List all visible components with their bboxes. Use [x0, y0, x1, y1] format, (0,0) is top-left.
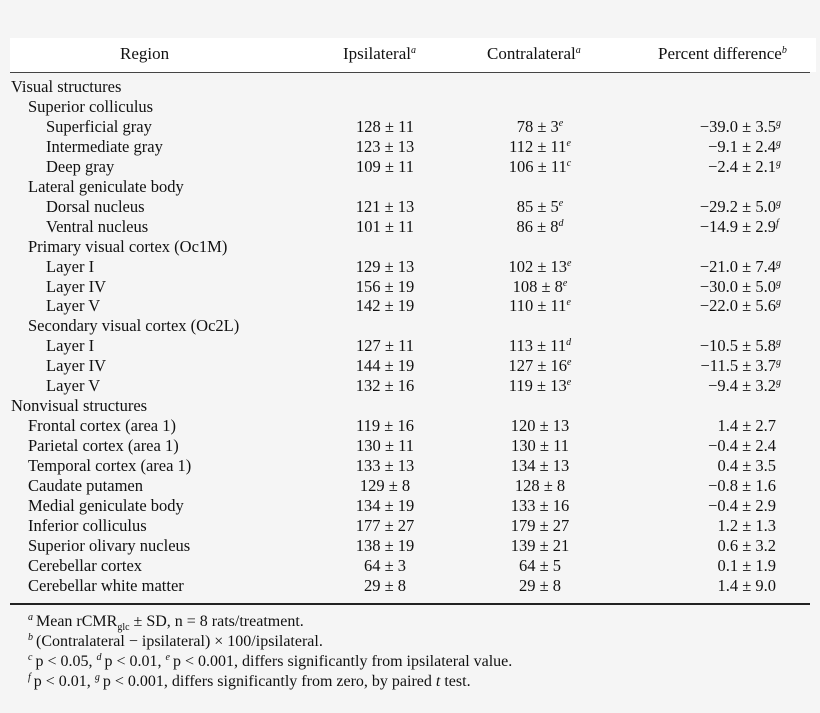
- percent-difference-cell: −0.4 ± 2.4: [708, 436, 776, 456]
- footnotes: [28, 612, 512, 692]
- ipsilateral-cell: 138 ± 19: [355, 535, 415, 555]
- percent-difference-cell: −39.0 ± 3.5$^g$: [699, 116, 781, 136]
- region-cell: Layer V: [46, 296, 101, 316]
- percent-difference-cell: 0.1 ± 1.9: [717, 555, 776, 575]
- percent-difference-cell: 1.4 ± 2.7: [717, 416, 776, 436]
- region-cell: Nonvisual structures: [11, 396, 148, 416]
- region-cell: Secondary visual cortex (Oc2L): [28, 316, 240, 336]
- contralateral-cell: 134 ± 13: [510, 456, 570, 476]
- contralateral-cell: 64 ± 5: [518, 555, 562, 575]
- header-region: Region: [120, 44, 170, 63]
- table-row: [0, 456, 820, 476]
- contralateral-cell: $119 \pm 13^e$: [508, 376, 572, 396]
- table-row: [0, 556, 820, 576]
- region-cell: Frontal cortex (area 1): [28, 416, 176, 436]
- percent-difference-cell: 0.6 ± 3.2: [717, 535, 776, 555]
- contralateral-cell: $110 \pm 11^e$: [509, 296, 571, 316]
- header-ipsilateral: Ipsilateral$^a$: [343, 44, 416, 63]
- table-row: [0, 257, 820, 277]
- contralateral-cell: $113 \pm 11^d$: [508, 336, 572, 356]
- table-row: [0, 496, 820, 516]
- contralateral-cell: $127 \pm 16^e$: [508, 356, 572, 376]
- region-cell: Parietal cortex (area 1): [28, 436, 179, 456]
- region-cell: Cerebellar white matter: [28, 575, 184, 595]
- ipsilateral-cell: 101 ± 11: [356, 216, 414, 236]
- table-row: [0, 356, 820, 376]
- ipsilateral-cell: 133 ± 13: [355, 456, 415, 476]
- header-percent-difference: Percent difference$^b$: [658, 44, 787, 63]
- contralateral-cell: 133 ± 16: [510, 496, 570, 516]
- contralateral-cell: 120 ± 13: [510, 416, 570, 436]
- percent-difference-cell: −21.0 ± 7.4$^g$: [699, 256, 781, 276]
- table-row: [0, 217, 820, 237]
- region-cell: Superficial gray: [46, 116, 152, 136]
- ipsilateral-cell: 123 ± 13: [355, 136, 415, 156]
- percent-difference-cell: 1.2 ± 1.3: [717, 515, 776, 535]
- region-cell: Layer I: [46, 336, 95, 356]
- region-cell: Superior colliculus: [28, 96, 154, 116]
- percent-difference-cell: −29.2 ± 5.0$^g$: [699, 196, 781, 216]
- ipsilateral-cell: 129 ± 8: [359, 476, 411, 496]
- ipsilateral-cell: 144 ± 19: [355, 356, 415, 376]
- percent-difference-cell: −14.9 ± 2.9$^f$: [699, 216, 779, 236]
- percent-difference-cell: [776, 316, 783, 336]
- region-cell: Layer I: [46, 256, 95, 276]
- table-row: [0, 376, 820, 396]
- table-row: [0, 536, 820, 556]
- table-row: [0, 97, 820, 117]
- contralateral-cell: $78 \pm 3^e$: [516, 116, 564, 136]
- region-cell: Temporal cortex (area 1): [28, 456, 192, 476]
- region-cell: Layer IV: [46, 356, 107, 376]
- percent-difference-cell: −10.5 ± 5.8$^g$: [699, 336, 781, 356]
- table-row: [0, 316, 820, 336]
- table-row: [0, 416, 820, 436]
- table-row: [0, 77, 820, 97]
- table-row: [0, 197, 820, 217]
- contralateral-cell: $102 \pm 13^e$: [508, 256, 572, 276]
- table-row: [0, 396, 820, 416]
- table-row: [0, 177, 820, 197]
- region-cell: Primary visual cortex (Oc1M): [28, 236, 228, 256]
- ipsilateral-cell: 134 ± 19: [355, 496, 415, 516]
- table-body: [0, 77, 820, 596]
- footnote-f-g: $^f$ p < 0.01, $^g$ p < 0.001, differs significantly from zero, by paired t test.: [28, 672, 471, 690]
- region-cell: Layer IV: [46, 276, 107, 296]
- region-cell: Intermediate gray: [46, 136, 163, 156]
- region-cell: Medial geniculate body: [28, 496, 184, 516]
- percent-difference-cell: −30.0 ± 5.0$^g$: [699, 276, 781, 296]
- contralateral-cell: 130 ± 11: [511, 436, 569, 456]
- ipsilateral-cell: 121 ± 13: [355, 196, 415, 216]
- contralateral-cell: $108 \pm 8^e$: [512, 276, 568, 296]
- region-cell: Caudate putamen: [28, 476, 144, 496]
- region-cell: Dorsal nucleus: [46, 196, 145, 216]
- percent-difference-cell: [776, 77, 783, 97]
- contralateral-cell: $106 \pm 11^c$: [508, 156, 572, 176]
- percent-difference-cell: 1.4 ± 9.0: [717, 575, 776, 595]
- ipsilateral-cell: 142 ± 19: [355, 296, 415, 316]
- percent-difference-cell: −11.5 ± 3.7$^g$: [700, 356, 781, 376]
- percent-difference-cell: [776, 97, 783, 117]
- percent-difference-cell: −9.1 ± 2.4$^g$: [708, 136, 781, 156]
- table-row: [0, 516, 820, 536]
- contralateral-cell: 139 ± 21: [510, 535, 570, 555]
- region-cell: Lateral geniculate body: [28, 176, 184, 196]
- ipsilateral-cell: 119 ± 16: [356, 416, 414, 436]
- ipsilateral-cell: 130 ± 11: [356, 436, 414, 456]
- ipsilateral-cell: 109 ± 11: [356, 156, 414, 176]
- region-cell: Deep gray: [46, 156, 115, 176]
- contralateral-cell: $86 \pm 8^d$: [516, 216, 564, 236]
- footnote-c-d-e: $^c$ p < 0.05, $^d$ p < 0.01, $^e$ p < 0.001, differs significantly from ipsilateral value.: [28, 652, 513, 670]
- table-row: [0, 436, 820, 456]
- percent-difference-cell: [776, 237, 783, 257]
- contralateral-cell: $85 \pm 5^e$: [516, 196, 564, 216]
- contralateral-cell: 128 ± 8: [514, 476, 566, 496]
- contralateral-cell: 29 ± 8: [518, 575, 562, 595]
- ipsilateral-cell: 127 ± 11: [356, 336, 414, 356]
- table-row: [0, 476, 820, 496]
- ipsilateral-cell: 177 ± 27: [355, 515, 415, 535]
- table-row: [0, 137, 820, 157]
- table-row: [0, 117, 820, 137]
- region-cell: Cerebellar cortex: [28, 555, 143, 575]
- contralateral-cell: $112 \pm 11^e$: [509, 136, 571, 156]
- footnote-a: $^a$ Mean rCMR$_{glc}$ ± SD, n = 8 rats/treatment.: [28, 612, 304, 633]
- region-cell: Superior olivary nucleus: [28, 535, 191, 555]
- percent-difference-cell: −22.0 ± 5.6$^g$: [699, 296, 781, 316]
- ipsilateral-cell: 129 ± 13: [355, 256, 415, 276]
- percent-difference-cell: −9.4 ± 3.2$^g$: [708, 376, 781, 396]
- table-bottom-rule: [10, 603, 810, 605]
- table-row: [0, 576, 820, 596]
- table-row: [0, 157, 820, 177]
- percent-difference-cell: [776, 177, 783, 197]
- percent-difference-cell: 0.4 ± 3.5: [717, 456, 776, 476]
- region-cell: Ventral nucleus: [46, 216, 149, 236]
- contralateral-cell: 179 ± 27: [510, 515, 570, 535]
- header-contralateral: Contralateral$^a$: [487, 44, 581, 63]
- ipsilateral-cell: 64 ± 3: [363, 555, 407, 575]
- table-top-rule: [10, 72, 810, 73]
- ipsilateral-cell: 132 ± 16: [355, 376, 415, 396]
- region-cell: Inferior colliculus: [28, 515, 147, 535]
- ipsilateral-cell: 29 ± 8: [363, 575, 407, 595]
- table-row: [0, 237, 820, 257]
- percent-difference-cell: −0.8 ± 1.6: [708, 476, 776, 496]
- percent-difference-cell: [776, 396, 783, 416]
- percent-difference-cell: −0.4 ± 2.9: [708, 496, 776, 516]
- table-row: [0, 296, 820, 316]
- region-cell: Visual structures: [11, 77, 122, 96]
- table-row: [0, 277, 820, 297]
- ipsilateral-cell: 128 ± 11: [356, 116, 414, 136]
- region-cell: Layer V: [46, 376, 101, 396]
- table-row: [0, 336, 820, 356]
- ipsilateral-cell: 156 ± 19: [355, 276, 415, 296]
- percent-difference-cell: −2.4 ± 2.1$^g$: [708, 156, 781, 176]
- footnote-b: $^b$ (Contralateral − ipsilateral) × 100/ipsilateral.: [28, 632, 323, 650]
